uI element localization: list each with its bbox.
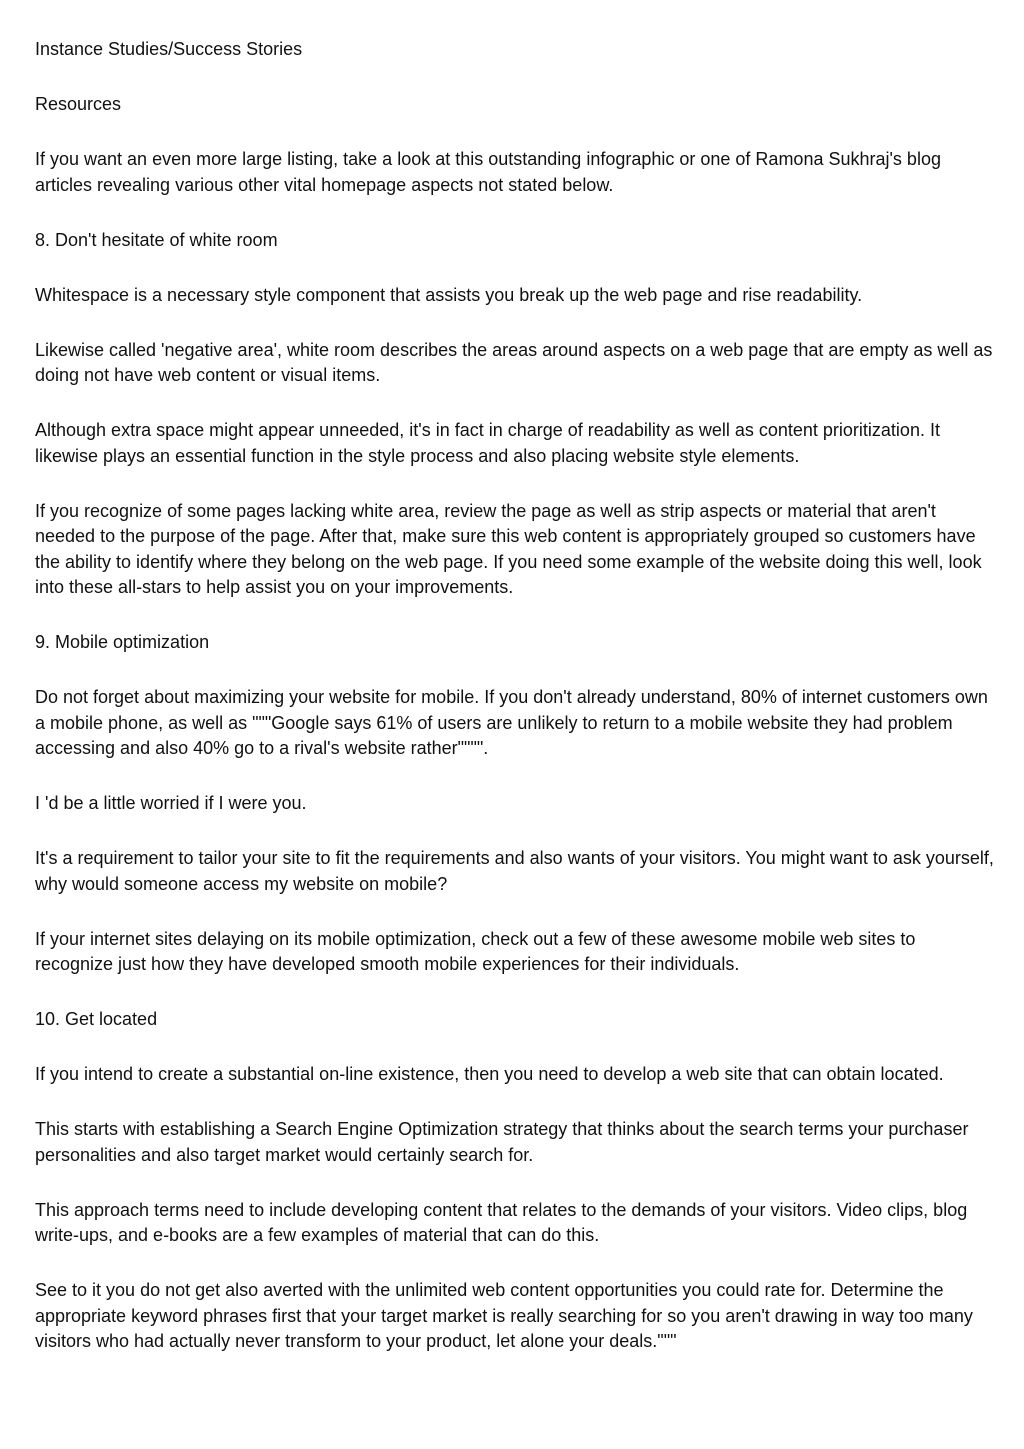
section-link-case-studies: Instance Studies/Success Stories bbox=[35, 39, 303, 59]
heading-white-room: 8. Don't hesitate of white room bbox=[35, 229, 278, 250]
paragraph: It's a requirement to tailor your site to fit the requirements and also wants of your visitors. You might want to ask yourself, why would someone access my website on mobile? bbox=[35, 848, 994, 894]
document-body bbox=[35, 37, 995, 1384]
paragraph: If your internet sites delaying on its mobile optimization, check out a few of these awesome mobile web sites to recognize just how they have developed smooth mobile experiences for their individuals. bbox=[35, 928, 916, 974]
paragraph: See to it you do not get also averted with the unlimited web content opportunities you could rate for. Determine the appropriate keyword phrases first that your target market is really searching for so you aren't drawing in way too many visitors who had actually never transform to your product, let alone your deals.""" bbox=[35, 1280, 973, 1351]
paragraph: This starts with establishing a Search Engine Optimization strategy that thinks about the search terms your purchaser personalities and also target market would certainly search for. bbox=[35, 1119, 969, 1165]
section-link-resources: Resources bbox=[35, 94, 122, 114]
paragraph: If you intend to create a substantial on-line existence, then you need to develop a web site that can obtain located. bbox=[35, 1064, 944, 1084]
paragraph: If you want an even more large listing, take a look at this outstanding infographic or one of Ramona Sukhraj's blog articles revealing various other vital homepage aspects not stated below. bbox=[35, 149, 941, 195]
paragraph: Likewise called 'negative area', white room describes the areas around aspects on a web page that are empty as well as doing not have web content or visual items. bbox=[35, 339, 993, 385]
paragraph: Although extra space might appear unneeded, it's in fact in charge of readability as well as content prioritization. It likewise plays an essential function in the style process and also placing website style elements. bbox=[35, 420, 940, 466]
paragraph: Do not forget about maximizing your website for mobile. If you don't already understand, 80% of internet customers own a mobile phone, as well as """Google says 61% of users are unlikely to return to a mobile website they had problem accessing and also 40% go to a rival's website rather"""". bbox=[35, 687, 988, 758]
paragraph: This approach terms need to include developing content that relates to the demands of your visitors. Video clips, blog write-ups, and e-books are a few examples of material that can do this. bbox=[35, 1199, 968, 1245]
paragraph: If you recognize of some pages lacking white area, review the page as well as strip aspects or material that aren't needed to the purpose of the page. After that, make sure this web content is appropriately grouped so customers have the ability to identify where they belong on the web page. If you need some example of the website doing this well, look into these all-stars to help assist you on your improvements. bbox=[35, 500, 982, 597]
paragraph: I 'd be a little worried if I were you. bbox=[35, 793, 307, 813]
heading-get-located: 10. Get located bbox=[35, 1009, 158, 1029]
heading-mobile-optimization: 9. Mobile optimization bbox=[35, 632, 210, 652]
paragraph: Whitespace is a necessary style component that assists you break up the web page and rise readability. bbox=[35, 284, 863, 305]
